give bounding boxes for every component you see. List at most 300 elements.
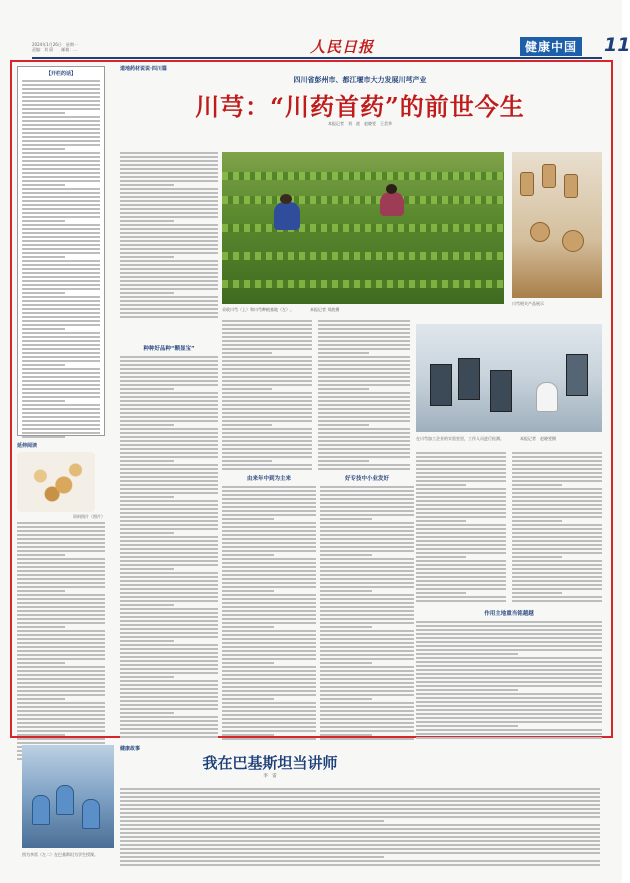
text-line — [320, 530, 414, 532]
text-line — [222, 490, 316, 492]
text-line — [222, 530, 316, 532]
text-line — [416, 649, 602, 651]
text-line — [120, 716, 218, 718]
text-line — [318, 344, 410, 346]
text-line — [222, 662, 274, 664]
text-line — [416, 504, 506, 506]
text-line — [222, 510, 316, 512]
text-line — [120, 444, 218, 446]
text-line — [120, 660, 218, 662]
text-line — [320, 674, 414, 676]
text-line — [416, 452, 506, 454]
text-line — [120, 680, 218, 682]
text-line — [512, 508, 602, 510]
masthead — [32, 34, 630, 56]
text-line — [512, 580, 602, 582]
text-line — [416, 460, 506, 462]
text-line — [320, 702, 414, 704]
text-line — [320, 670, 414, 672]
text-line — [222, 738, 316, 740]
text-line — [512, 560, 602, 562]
text-line — [222, 424, 272, 426]
text-line — [320, 694, 414, 696]
text-line — [222, 344, 312, 346]
article-column — [416, 450, 506, 600]
text-line — [120, 512, 218, 514]
text-line — [222, 464, 312, 466]
text-line — [222, 706, 316, 708]
text-line — [416, 492, 506, 494]
text-line — [120, 536, 218, 538]
text-line — [416, 576, 506, 578]
text-line — [512, 520, 562, 522]
text-line — [416, 552, 506, 554]
text-line — [120, 844, 600, 846]
text-line — [120, 356, 218, 358]
text-line — [222, 570, 316, 572]
text-line — [120, 800, 600, 802]
text-line — [120, 684, 218, 686]
text-line — [222, 714, 316, 716]
section-label: 健康中国 — [520, 37, 582, 56]
text-line — [222, 412, 312, 414]
text-line — [318, 452, 410, 454]
text-line — [120, 304, 218, 306]
text-line — [120, 860, 600, 862]
text-line — [512, 524, 602, 526]
text-line — [120, 292, 174, 294]
text-line — [120, 472, 218, 474]
doctor-figure — [56, 785, 74, 815]
text-line — [416, 520, 466, 522]
text-line — [318, 360, 410, 362]
text-line — [416, 468, 506, 470]
text-line — [222, 440, 312, 442]
text-line — [416, 725, 518, 727]
text-line — [512, 536, 602, 538]
text-line — [320, 590, 372, 592]
doctor-figure — [32, 795, 50, 825]
text-line — [416, 588, 506, 590]
text-line — [320, 730, 414, 732]
text-line — [320, 658, 414, 660]
text-line — [222, 602, 316, 604]
text-line — [512, 540, 602, 542]
text-line — [512, 500, 602, 502]
text-line — [222, 522, 316, 524]
text-line — [120, 440, 218, 442]
text-line — [318, 444, 410, 446]
text-line — [120, 788, 600, 790]
text-line — [318, 424, 369, 426]
text-line — [222, 686, 316, 688]
lab-photo — [416, 324, 602, 432]
text-line — [222, 392, 312, 394]
text-line — [120, 608, 218, 610]
text-line — [17, 738, 105, 740]
text-line — [120, 192, 218, 194]
text-line — [222, 710, 316, 712]
text-line — [416, 677, 602, 679]
text-line — [222, 574, 316, 576]
text-line — [318, 432, 410, 434]
lab-worker — [536, 382, 558, 412]
text-line — [120, 236, 218, 238]
text-line — [222, 518, 274, 520]
doctor-figure — [82, 799, 100, 829]
text-line — [222, 554, 274, 556]
text-line — [120, 264, 218, 266]
text-line — [120, 724, 218, 726]
text-line — [416, 516, 506, 518]
text-line — [512, 600, 602, 602]
text-line — [222, 416, 312, 418]
text-line — [120, 288, 218, 290]
text-line — [320, 602, 414, 604]
text-line — [222, 590, 274, 592]
text-line — [222, 666, 316, 668]
text-line — [120, 580, 218, 582]
text-line — [120, 708, 218, 710]
product-jar — [542, 164, 556, 188]
text-line — [222, 614, 316, 616]
text-line — [120, 548, 218, 550]
text-line — [120, 604, 174, 606]
editor-line: 责编：刘 蔚 邮箱：... — [32, 47, 78, 52]
text-line — [416, 568, 506, 570]
text-line — [318, 456, 410, 458]
text-line — [318, 324, 410, 326]
text-line — [120, 204, 218, 206]
text-line — [512, 472, 602, 474]
text-line — [416, 697, 602, 699]
text-line — [416, 637, 602, 639]
text-line — [120, 368, 218, 370]
text-line — [512, 464, 602, 466]
text-line — [120, 412, 218, 414]
text-line — [120, 160, 218, 162]
text-line — [416, 625, 602, 627]
page-number: 11 — [604, 34, 630, 56]
crop-row — [222, 224, 504, 232]
text-line — [222, 718, 316, 720]
text-line — [120, 696, 218, 698]
text-line — [120, 416, 218, 418]
text-line — [318, 420, 410, 422]
text-line — [120, 360, 218, 362]
text-line — [120, 508, 218, 510]
text-line — [222, 456, 312, 458]
text-line — [318, 336, 410, 338]
text-line — [318, 448, 410, 450]
text-line — [222, 368, 312, 370]
farmer-figure — [380, 192, 404, 216]
text-line — [320, 614, 414, 616]
text-line — [416, 548, 506, 550]
text-line — [120, 436, 218, 438]
text-line — [222, 356, 312, 358]
text-line — [120, 656, 218, 658]
text-line — [512, 532, 602, 534]
crop-row — [222, 280, 504, 288]
sidebar-heading: 延伸阅读 — [17, 443, 38, 449]
text-line — [320, 578, 414, 580]
text-line — [120, 484, 218, 486]
text-line — [222, 514, 316, 516]
text-line — [120, 640, 174, 642]
text-line — [320, 518, 372, 520]
text-line — [222, 694, 316, 696]
text-line — [222, 502, 316, 504]
text-line — [320, 630, 414, 632]
text-line — [120, 528, 218, 530]
text-line — [120, 480, 218, 482]
lab-photo-caption: 在川芎加工企业的实验室里，工作人员进行检测。 本报记者 赵晓雯摄 — [416, 436, 556, 441]
text-line — [320, 698, 372, 700]
text-line — [416, 713, 602, 715]
text-line — [222, 538, 316, 540]
text-line — [320, 678, 414, 680]
text-line — [222, 408, 312, 410]
intro-box-title: 【开栏的话】 — [45, 71, 76, 77]
text-line — [120, 732, 218, 734]
text-line — [120, 208, 218, 210]
text-line — [120, 648, 218, 650]
article-kicker: 道地药材说说·四川篇 — [120, 66, 167, 72]
text-line — [222, 558, 316, 560]
text-line — [320, 606, 414, 608]
text-line — [120, 540, 218, 542]
text-line — [222, 598, 316, 600]
text-line — [320, 538, 414, 540]
field-photo-caption: 采收川芎（上）和川芎种植基地（左）。 本报记者 刘波摄 — [222, 307, 340, 312]
text-line — [120, 516, 218, 518]
text-line — [120, 488, 218, 490]
text-line — [318, 352, 369, 354]
text-line — [222, 428, 312, 430]
text-line — [320, 562, 414, 564]
text-line — [512, 496, 602, 498]
text-line — [318, 388, 369, 390]
date-line — [32, 42, 122, 52]
text-line — [120, 824, 600, 826]
text-line — [416, 484, 466, 486]
text-line — [512, 484, 562, 486]
text-line — [120, 520, 218, 522]
text-line — [120, 152, 218, 154]
text-line — [120, 792, 600, 794]
section-block — [416, 605, 602, 741]
text-line — [120, 200, 218, 202]
text-line — [120, 796, 600, 798]
text-line — [318, 380, 410, 382]
text-line — [120, 432, 218, 434]
text-line — [120, 404, 218, 406]
text-line — [320, 642, 414, 644]
text-line — [320, 582, 414, 584]
text-line — [120, 228, 218, 230]
text-line — [416, 496, 506, 498]
text-line — [222, 654, 316, 656]
text-line — [120, 500, 218, 502]
product-jar — [530, 222, 550, 242]
text-line — [320, 610, 414, 612]
text-line — [120, 428, 218, 430]
text-line — [318, 412, 410, 414]
text-line — [512, 504, 602, 506]
text-line — [222, 432, 312, 434]
text-line — [120, 808, 600, 810]
text-line — [320, 650, 414, 652]
text-line — [512, 528, 602, 530]
text-line — [120, 392, 218, 394]
text-line — [222, 702, 316, 704]
text-line — [120, 856, 384, 858]
text-line — [416, 592, 466, 594]
text-line — [318, 440, 410, 442]
text-line — [222, 546, 316, 548]
text-line — [120, 524, 218, 526]
text-line — [416, 596, 506, 598]
text-line — [512, 456, 602, 458]
text-line — [512, 512, 602, 514]
text-line — [512, 592, 562, 594]
article-column — [318, 318, 410, 468]
text-line — [120, 156, 218, 158]
text-line — [320, 546, 414, 548]
text-line — [512, 476, 602, 478]
text-line — [512, 468, 602, 470]
text-line — [320, 566, 414, 568]
text-line — [120, 576, 218, 578]
text-line — [222, 562, 316, 564]
text-line — [320, 734, 372, 736]
product-jar — [564, 174, 578, 198]
text-line — [416, 476, 506, 478]
text-line — [416, 500, 506, 502]
farmer-figure — [274, 202, 300, 230]
text-line — [222, 396, 312, 398]
text-line — [222, 606, 316, 608]
text-line — [120, 628, 218, 630]
text-line — [222, 444, 312, 446]
text-line — [222, 634, 316, 636]
text-line — [120, 632, 218, 634]
text-line — [222, 506, 316, 508]
text-line — [120, 256, 174, 258]
text-line — [120, 720, 218, 722]
text-line — [120, 676, 174, 678]
text-line — [320, 726, 414, 728]
text-line — [512, 488, 602, 490]
text-line — [120, 240, 218, 242]
text-line — [416, 661, 602, 663]
text-line — [17, 742, 105, 744]
text-line — [222, 380, 312, 382]
text-line — [222, 526, 316, 528]
text-line — [120, 452, 218, 454]
text-line — [512, 576, 602, 578]
text-line — [120, 572, 218, 574]
text-line — [512, 460, 602, 462]
text-line — [222, 658, 316, 660]
text-line — [120, 804, 600, 806]
text-line — [120, 216, 218, 218]
text-line — [222, 336, 312, 338]
text-line — [416, 641, 602, 643]
text-line — [222, 384, 312, 386]
text-line — [222, 550, 316, 552]
text-line — [120, 468, 218, 470]
text-line — [222, 698, 274, 700]
text-line — [416, 717, 602, 719]
text-line — [512, 544, 602, 546]
text-line — [416, 600, 506, 602]
text-line — [120, 300, 218, 302]
text-line — [120, 552, 218, 554]
text-line — [318, 428, 410, 430]
text-line — [222, 682, 316, 684]
text-line — [120, 164, 218, 166]
text-line — [416, 544, 506, 546]
text-line — [222, 448, 312, 450]
text-line — [318, 404, 410, 406]
text-line — [120, 424, 174, 426]
text-line — [222, 642, 316, 644]
text-line — [512, 556, 562, 558]
text-line — [222, 626, 274, 628]
text-line — [512, 516, 602, 518]
text-line — [222, 404, 312, 406]
text-line — [416, 657, 602, 659]
text-line — [416, 464, 506, 466]
text-line — [222, 436, 312, 438]
text-line — [222, 690, 316, 692]
article-headline: 川芎：“川药首药”的前世今生 — [195, 92, 525, 121]
lab-machine — [566, 354, 588, 396]
text-line — [416, 653, 518, 655]
text-line — [222, 324, 312, 326]
text-line — [120, 172, 218, 174]
text-line — [120, 176, 218, 178]
text-line — [222, 618, 316, 620]
lab-machine — [490, 370, 512, 412]
text-line — [120, 672, 218, 674]
bottom-author: 李 雷 — [263, 774, 277, 779]
text-line — [222, 332, 312, 334]
text-line — [120, 848, 600, 850]
text-line — [120, 564, 218, 566]
text-line — [416, 456, 506, 458]
text-line — [120, 492, 218, 494]
text-line — [222, 388, 272, 390]
text-line — [222, 328, 312, 330]
text-line — [222, 670, 316, 672]
text-line — [320, 718, 414, 720]
text-line — [222, 630, 316, 632]
text-line — [320, 570, 414, 572]
text-line — [512, 568, 602, 570]
text-line — [120, 308, 218, 310]
crop-row — [222, 252, 504, 260]
issue-date: 2024年1月26日 星期一 — [32, 42, 78, 47]
text-line — [120, 184, 174, 186]
text-line — [416, 737, 602, 739]
text-line — [120, 268, 218, 270]
text-line — [320, 626, 372, 628]
text-line — [320, 542, 414, 544]
section-title: 作用主地重当铭越越 — [484, 611, 534, 617]
